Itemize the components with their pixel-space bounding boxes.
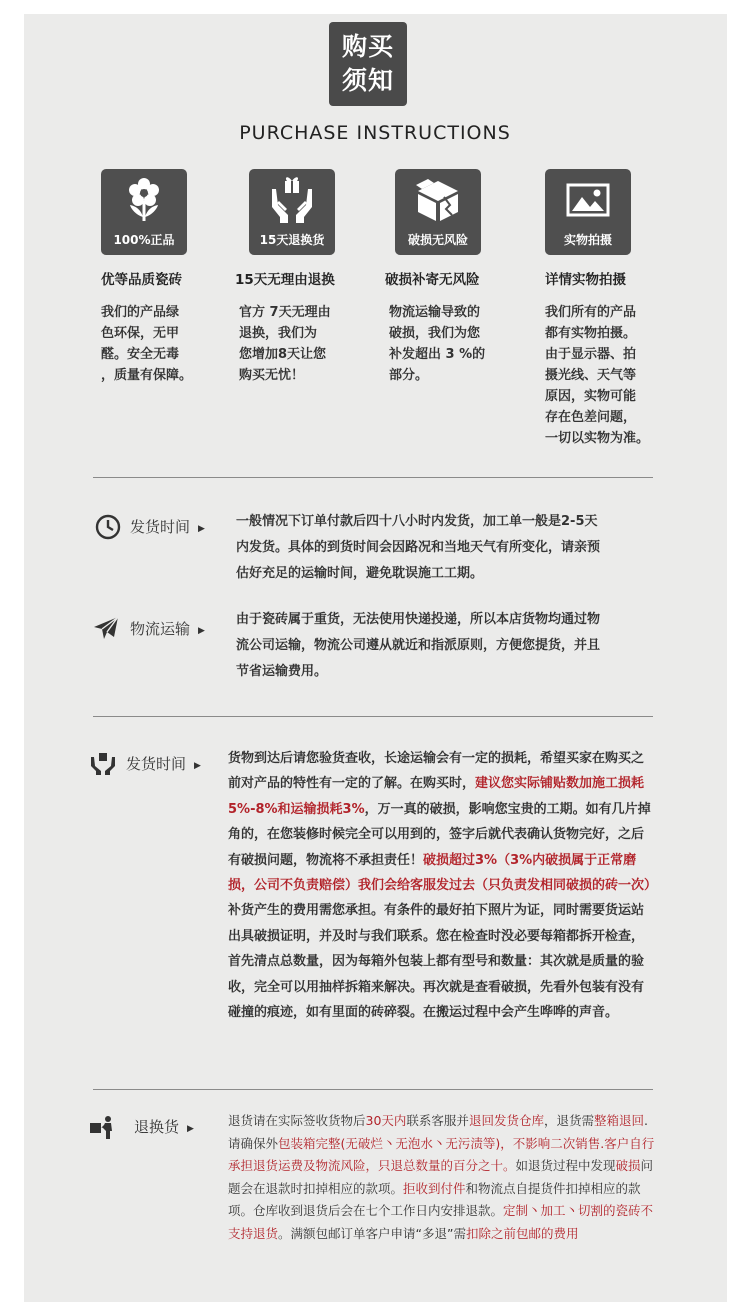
desc-line: 原因，实物可能 bbox=[545, 389, 637, 404]
badge-label: 实物拍摄 bbox=[563, 233, 612, 247]
damaged-box-icon bbox=[414, 175, 462, 227]
divider bbox=[93, 1089, 653, 1090]
desc-line: 部分。 bbox=[389, 368, 429, 383]
badge-label: 100%正品 bbox=[113, 233, 175, 247]
section-label-logistics bbox=[130, 618, 205, 639]
text-segment: 如退货过程中发现 bbox=[515, 1158, 616, 1174]
section-text-inspection bbox=[228, 746, 656, 1025]
desc-line: 购买无忧！ bbox=[239, 368, 305, 383]
label-text: 发货时间 bbox=[130, 518, 191, 536]
feature-description bbox=[545, 302, 695, 449]
desc-line: 一切以实物为准。 bbox=[545, 431, 650, 446]
text-line: 由于瓷砖属于重货，无法使用快递投递，所以本店货物均通过物 bbox=[236, 612, 601, 627]
label-text: 发货时间 bbox=[126, 755, 187, 773]
badge-no-damage-risk bbox=[395, 169, 481, 255]
feature-heading: 破损补寄无风险 bbox=[385, 272, 480, 288]
text-segment: 和物流点自提货件扣掉相应的款项。仓库收到退货后会在七个工作日内安排退款。 bbox=[228, 1180, 641, 1219]
hands-package-icon bbox=[90, 751, 116, 775]
picture-icon bbox=[566, 175, 610, 227]
text-line: 内发货。具体的到货时间会因路况和当地天气有所变化，请亲预 bbox=[236, 540, 601, 555]
text-line: 一般情况下订单付款后四十八小时内发货，加工单一般是2-5天 bbox=[236, 514, 598, 529]
section-label-returns bbox=[134, 1116, 194, 1137]
desc-line: 醛。安全无毒 bbox=[101, 347, 180, 362]
feature-heading: 15天无理由退换 bbox=[235, 272, 335, 288]
desc-line: 我们的产品绿 bbox=[101, 305, 180, 320]
flower-icon bbox=[124, 175, 164, 227]
section-label-inspection bbox=[126, 753, 201, 774]
text-segment: ，万一真的破损，影响您宝贵的工期。如有几片掉角的，在您装修时候完全可以用到的，签字后就代表确认货物完好，之后有破损问题，物流将不承担责任！ bbox=[228, 801, 651, 868]
desc-line: 官方 7天无理由 bbox=[239, 305, 331, 320]
desc-line: 退换，我们为 bbox=[239, 326, 318, 341]
feature-returns-15-days bbox=[235, 169, 395, 386]
highlight-segment: 包装箱完整(无破烂丶无泡水丶无污渍等)，不影响二次销售 bbox=[278, 1135, 601, 1151]
highlight-segment: 破损超过3%（3%内破损属于正常磨损，公司不负责赔偿）我们会给客服发过去（只负责发相同破损的砖一次） bbox=[228, 852, 658, 894]
highlight-segment: 整箱退回 bbox=[593, 1113, 644, 1128]
text-segment: 联系客服并 bbox=[406, 1113, 469, 1128]
highlight-segment: 建议您实际铺贴数加施工损耗5%-8%和运输损耗3% bbox=[228, 776, 645, 817]
label-text: 物流运输 bbox=[130, 620, 191, 638]
highlight-segment: .客户自行承担退货运费及物流风险，只退总数量的百分之十。 bbox=[228, 1135, 655, 1174]
feature-description bbox=[101, 302, 251, 386]
desc-line: 您增加8天让您 bbox=[239, 347, 327, 362]
text-segment: 货物到达后请您验货查收，长途运输会有一定的损耗，希望买家在购买之前对产品的特性有一定的了解。在购买时， bbox=[228, 751, 645, 792]
text-line: 节省运输费用。 bbox=[236, 664, 328, 679]
section-text-returns bbox=[228, 1110, 656, 1246]
text-segment: ，退货需 bbox=[543, 1113, 594, 1128]
highlight-segment: 破损 bbox=[615, 1158, 641, 1174]
clock-icon bbox=[95, 514, 121, 540]
desc-line: 都有实物拍摄。 bbox=[545, 326, 637, 341]
badge-real-photos bbox=[545, 169, 631, 255]
desc-line: 由于显示器、拍 bbox=[545, 347, 637, 362]
feature-real-photos bbox=[545, 169, 695, 449]
feature-heading: 优等品质瓷砖 bbox=[101, 272, 182, 288]
chevron-right-icon: ▶ bbox=[198, 524, 205, 534]
text-segment: 。满额包邮订单客户申请“多退”需 bbox=[278, 1225, 466, 1241]
highlight-segment: 定制丶加工丶切割的瓷砖不支持退货 bbox=[228, 1203, 654, 1241]
desc-line: ，质量有保障。 bbox=[101, 368, 193, 383]
hands-gift-icon bbox=[270, 175, 314, 227]
text-segment: 补货产生的费用需您承担。有条件的最好拍下照片为证，同时需要货运站出具破损证明，并及时与我们联系。您在检查时没必要每箱都拆开检查，首先清点总数量，因为每箱外包装上都有型号和数量：其次就是质量的验收，完全可以用抽样拆箱来解决。再次就是查看破损，先看外包装有没有碰撞的痕迹，如有里面的砖碎裂。在搬运过程中会产生哗哗的声音。 bbox=[228, 903, 645, 1021]
title-line-2: 须知 bbox=[341, 66, 394, 95]
desc-line: 摄光线、天气等 bbox=[545, 368, 637, 383]
text-segment: .请确保外 bbox=[228, 1113, 648, 1151]
label-text: 退换货 bbox=[134, 1118, 180, 1136]
divider bbox=[93, 716, 653, 717]
highlight-segment: 扣除之前包邮的费用 bbox=[465, 1225, 579, 1241]
desc-line: 破损，我们为您 bbox=[389, 326, 481, 341]
section-text-shipping bbox=[236, 509, 666, 587]
section-text-logistics bbox=[236, 607, 666, 685]
chevron-right-icon: ▶ bbox=[198, 626, 205, 636]
badge-15-day-returns bbox=[249, 169, 335, 255]
airplane-icon bbox=[92, 615, 120, 641]
page-title bbox=[329, 22, 407, 106]
chevron-right-icon: ▶ bbox=[187, 1124, 194, 1134]
feature-heading: 详情实物拍摄 bbox=[545, 272, 626, 288]
feature-description bbox=[239, 302, 395, 386]
feature-authentic bbox=[101, 169, 251, 386]
highlight-segment: 拒收到付件 bbox=[403, 1180, 466, 1196]
feature-description bbox=[389, 302, 545, 386]
highlight-segment: 退回发货仓库 bbox=[468, 1113, 544, 1128]
desc-line: 存在色差问题， bbox=[545, 410, 637, 425]
person-box-icon bbox=[88, 1115, 120, 1139]
highlight-segment: 30天内 bbox=[365, 1113, 407, 1128]
text-segment: 问题会在退款时扣掉相应的款项。 bbox=[228, 1158, 654, 1196]
badge-label: 15天退换货 bbox=[259, 233, 325, 247]
badge-label: 破损无风险 bbox=[407, 233, 468, 247]
desc-line: 色环保，无甲 bbox=[101, 326, 180, 341]
text-segment: 退货请在实际签收货物后 bbox=[228, 1113, 366, 1128]
text-line: 流公司运输，物流公司遵从就近和指派原则，方便您提货，并且 bbox=[236, 638, 601, 653]
title-line-1: 购买 bbox=[341, 32, 394, 61]
desc-line: 补发超出 3 %的 bbox=[389, 347, 486, 362]
divider bbox=[93, 477, 653, 478]
feature-damage-free bbox=[385, 169, 545, 386]
page-subtitle: PURCHASE INSTRUCTIONS bbox=[239, 122, 511, 144]
desc-line: 我们所有的产品 bbox=[545, 305, 637, 320]
section-label-shipping bbox=[130, 516, 205, 537]
badge-authentic bbox=[101, 169, 187, 255]
desc-line: 物流运输导致的 bbox=[389, 305, 481, 320]
chevron-right-icon: ▶ bbox=[194, 761, 201, 771]
text-line: 估好充足的运输时间，避免耽误施工工期。 bbox=[236, 566, 484, 581]
